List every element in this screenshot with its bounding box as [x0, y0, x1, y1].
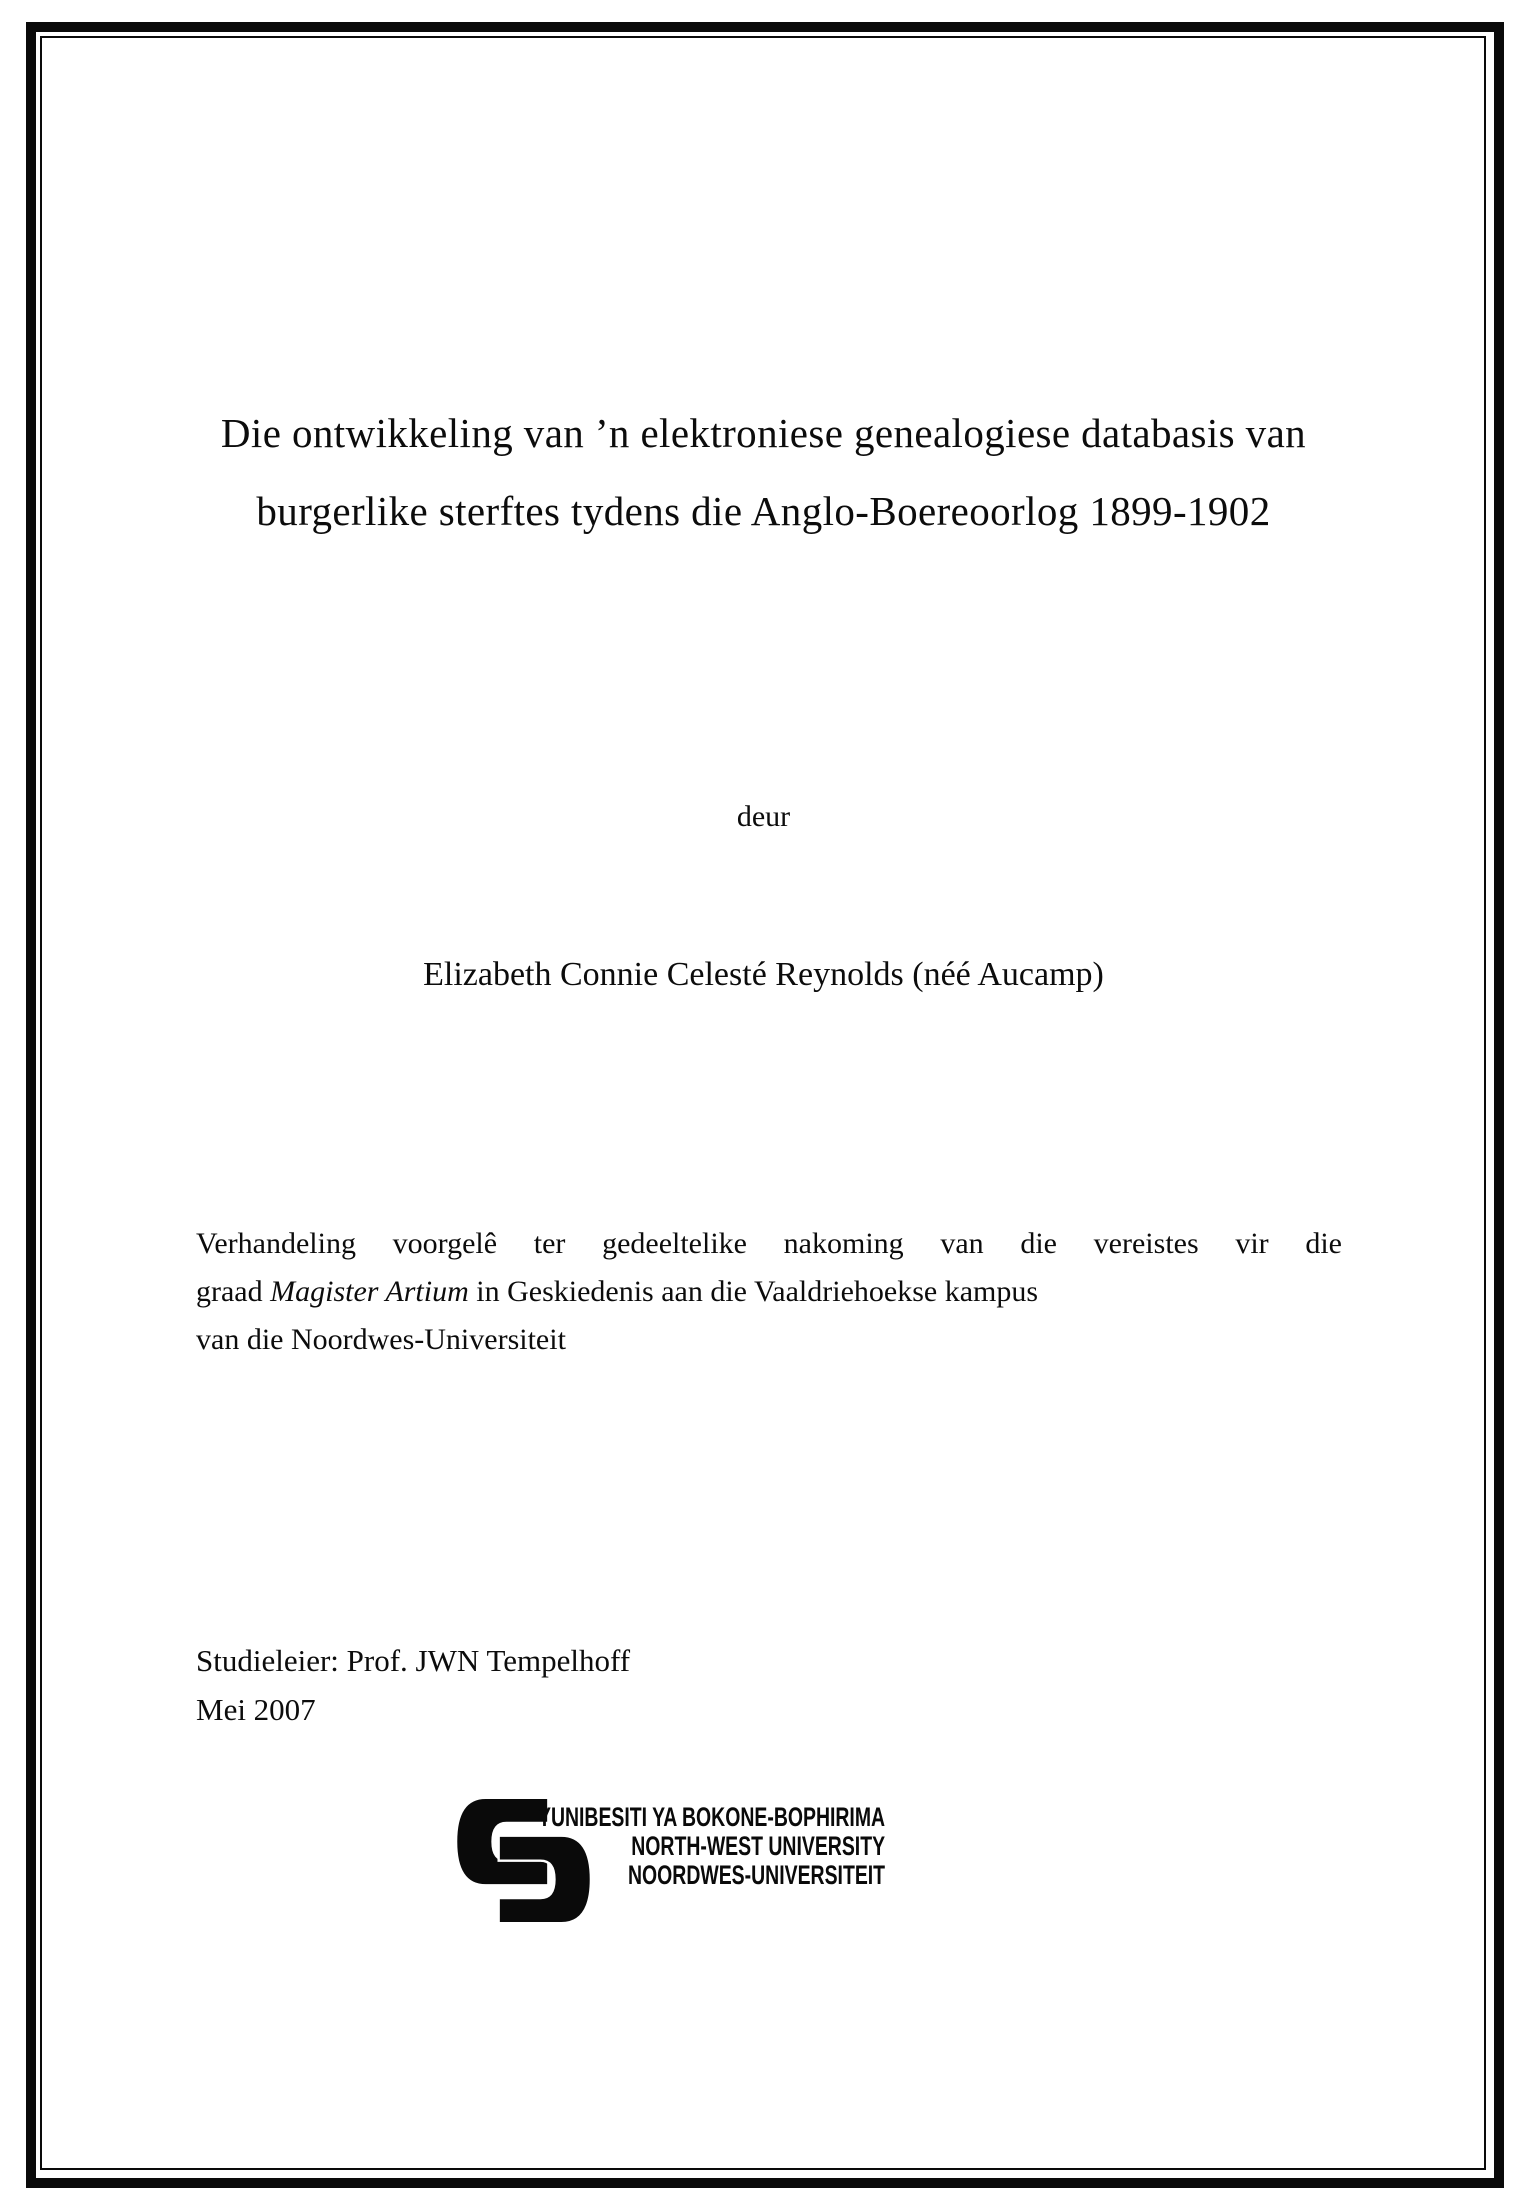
byline-deur: deur: [736, 800, 791, 833]
author-name: Elizabeth Connie Celesté Reynolds (néé Aucamp): [423, 956, 1104, 993]
supervisor-line: Studieleier: Prof. JWN Tempelhoff: [196, 1643, 631, 1678]
degree-statement-line-2: [196, 1268, 1342, 1316]
logo-text-afrikaans: NOORDWES-UNIVERSITEIT: [627, 1860, 885, 1890]
degree-name-italic: Magister Artium: [270, 1275, 469, 1308]
degree-statement-line-1: Verhandeling voorgelê ter gedeeltelike nakoming van die vereistes vir die: [196, 1227, 1342, 1260]
thesis-title-line-1: Die ontwikkeling van ’n elektroniese genealogiese databasis van: [220, 410, 1307, 456]
logo-text-setswana: YUNIBESITI YA BOKONE-BOPHIRIMA: [537, 1802, 885, 1832]
thesis-title-line-2: burgerlike sterftes tydens die Anglo-Boereoorlog 1899-1902: [256, 488, 1271, 534]
supervisor-block: [196, 1636, 630, 1734]
thesis-title: [120, 394, 1407, 550]
degree-statement-line-3: van die Noordwes-Universiteit: [196, 1323, 566, 1356]
degree-statement-line-2-pre: graad: [196, 1275, 271, 1308]
degree-statement-line-2-post: in Geskiedenis aan die Vaaldriehoekse kampus: [468, 1275, 1039, 1308]
degree-statement: [196, 1220, 1342, 1364]
date-line: Mei 2007: [196, 1692, 316, 1727]
university-logo-text: [538, 1803, 885, 1890]
logo-text-english: NORTH-WEST UNIVERSITY: [631, 1831, 885, 1861]
